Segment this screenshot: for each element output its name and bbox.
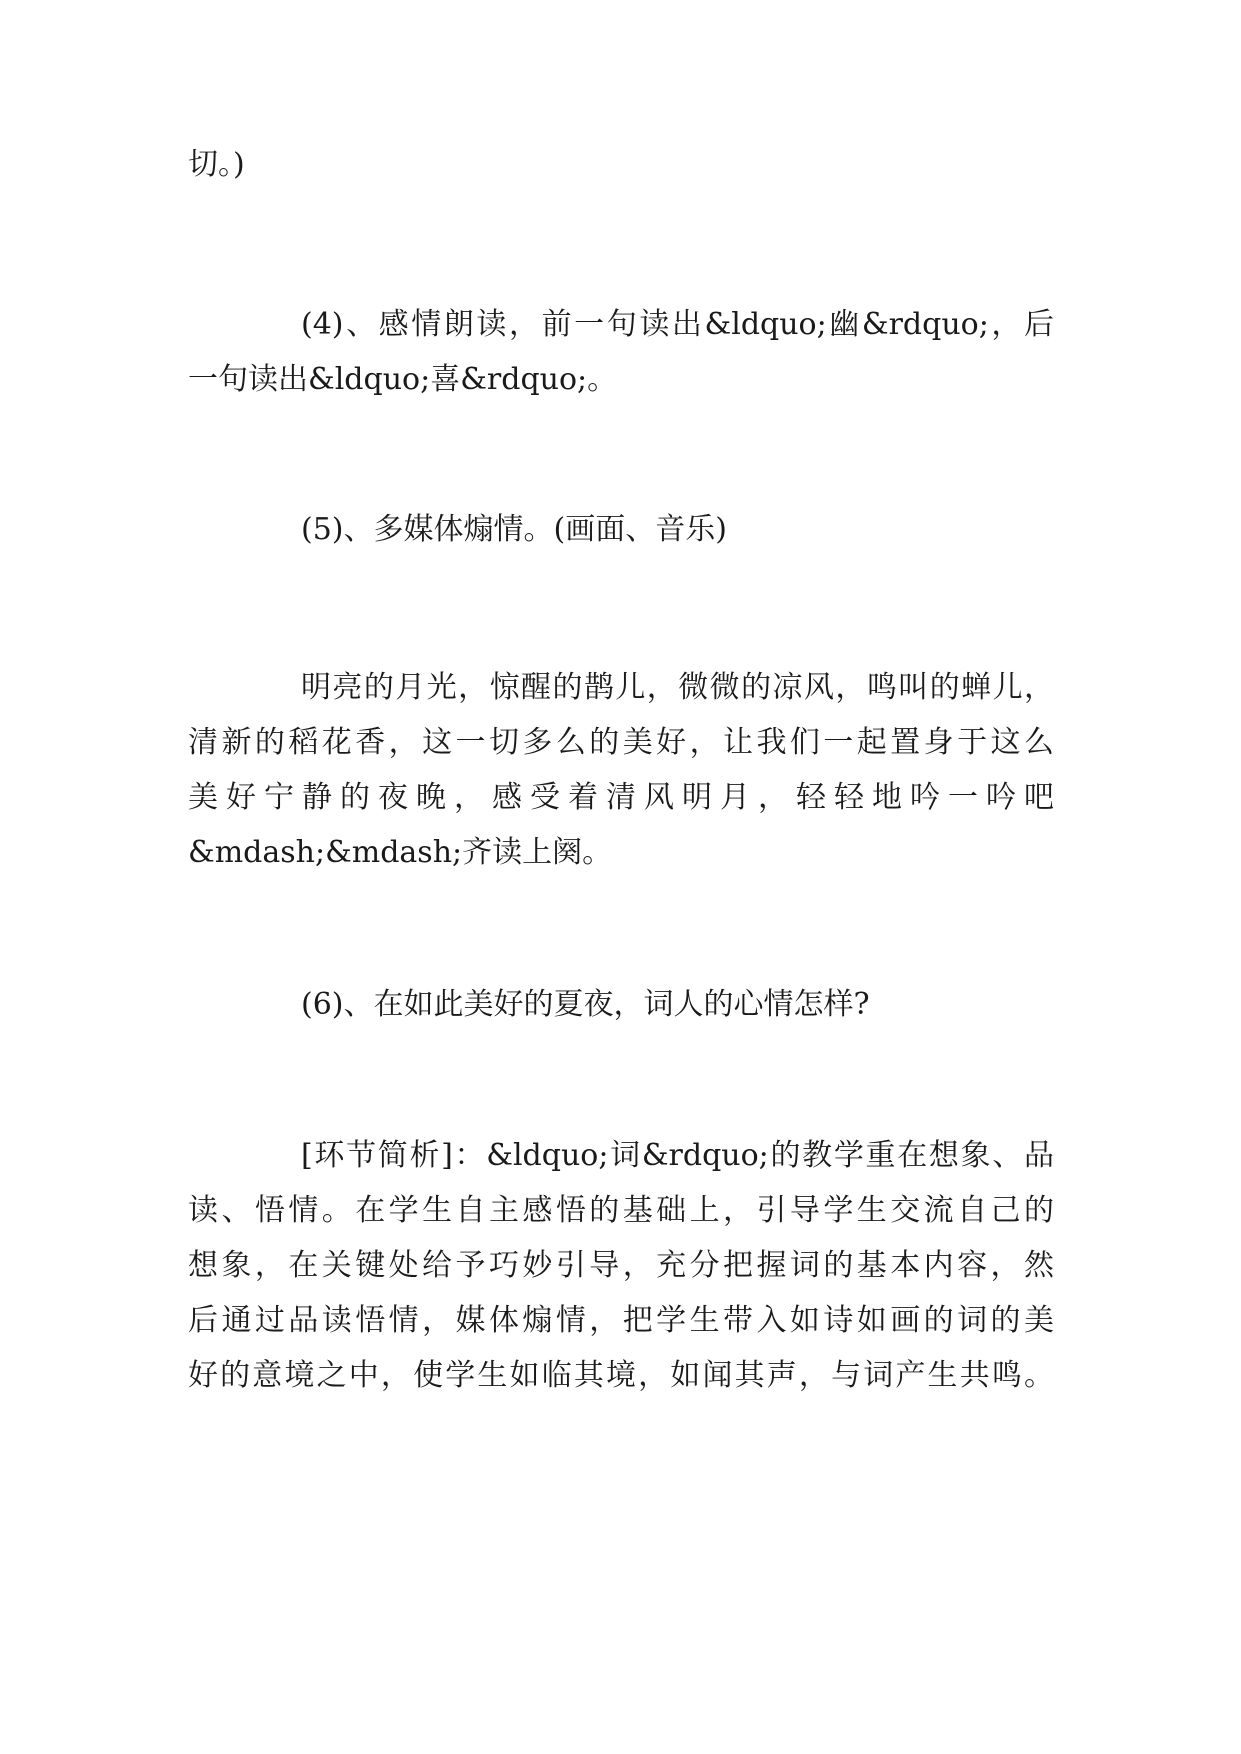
paragraph-line: 读、悟情。在学生自主感悟的基础上，引导学生交流自己的 (188, 1193, 1054, 1228)
paragraph-line: 切。) (188, 147, 245, 182)
paragraph-line: 一句读出&ldquo;喜&rdquo;。 (188, 362, 618, 397)
paragraph-line: (4)、感情朗读，前一句读出&ldquo;幽&rdquo;，后 (301, 307, 1054, 342)
paragraph-line: 清新的稻花香，这一切多么的美好，让我们一起置身于这么 (188, 725, 1054, 760)
paragraph-line: 美好宁静的夜晚，感受着清风明月，轻轻地吟一吟吧 (188, 780, 1054, 815)
paragraph-line: 明亮的月光，惊醒的鹊儿，微微的凉风，鸣叫的蝉儿， (301, 670, 1054, 705)
paragraph-line: 想象，在关键处给予巧妙引导，充分把握词的基本内容，然 (188, 1248, 1054, 1283)
paragraph-line: [环节简析]：&ldquo;词&rdquo;的教学重在想象、品 (301, 1138, 1054, 1173)
paragraph-line: &mdash;&mdash;齐读上阕。 (188, 835, 613, 870)
paragraph-line: (5)、多媒体煽情。(画面、音乐) (301, 512, 727, 547)
paragraph-line: (6)、在如此美好的夏夜，词人的心情怎样? (301, 987, 870, 1022)
paragraph-line: 好的意境之中，使学生如临其境，如闻其声，与词产生共鸣。 (188, 1358, 1054, 1393)
paragraph-line: 后通过品读悟情，媒体煽情，把学生带入如诗如画的词的美 (188, 1303, 1054, 1338)
